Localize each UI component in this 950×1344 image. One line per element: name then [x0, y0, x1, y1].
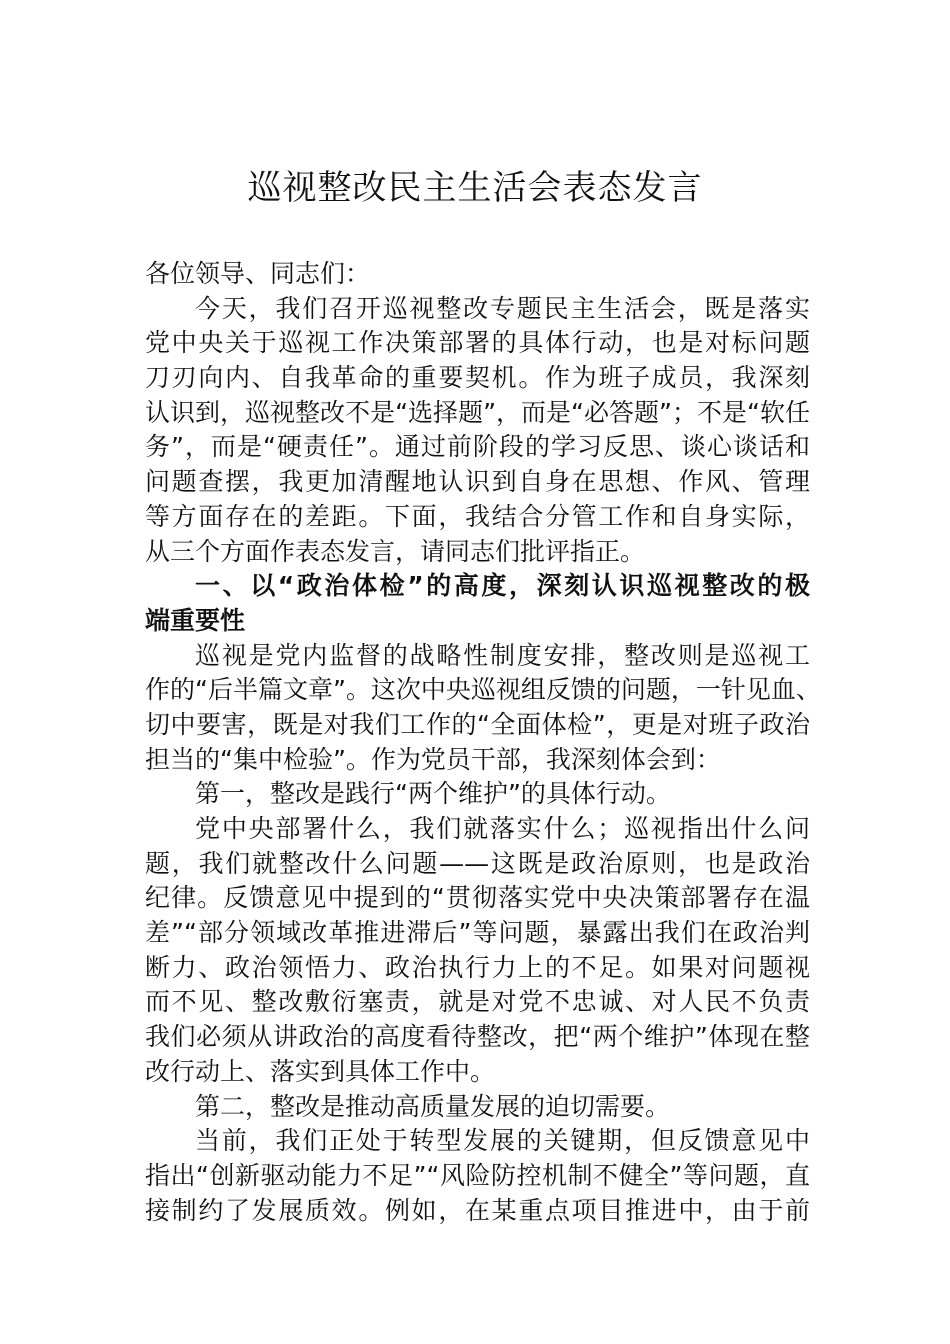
text-line: 切中要害，既是对我们工作的“全面体检”，更是对班子政治	[145, 709, 810, 739]
text-line: 今天，我们召开巡视整改专题民主生活会，既是落实	[195, 293, 810, 323]
text-line: 巡视是党内监督的战略性制度安排，整改则是巡视工	[195, 640, 810, 670]
text-line: 我们必须从讲政治的高度看待整改，把“两个维护”体现在整	[145, 1022, 810, 1052]
text-line: 而不见、整改敷衍塞责，就是对党不忠诚、对人民不负责	[145, 987, 810, 1017]
paragraph	[145, 1124, 810, 1228]
text-line: 第二，整改是推动高质量发展的迫切需要。	[195, 1091, 671, 1121]
text-line: 务”，而是“硬责任”。通过前阶段的学习反思、谈心谈话和	[145, 432, 810, 462]
document-body	[145, 257, 821, 1228]
section-heading	[145, 569, 810, 638]
text-line: 当前，我们正处于转型发展的关键期，但反馈意见中	[195, 1126, 810, 1156]
text-line: 党中央关于巡视工作决策部署的具体行动，也是对标问题	[145, 328, 810, 358]
paragraph	[145, 639, 821, 778]
text-line: 从三个方面作表态发言，请同志们批评指正。	[145, 536, 646, 566]
text-line: 接制约了发展质效。例如，在某重点项目推进中，由于前	[145, 1195, 810, 1225]
text-line: 第一，整改是践行“两个维护”的具体行动。	[195, 779, 671, 809]
text-line: 刀刃向内、自我革命的重要契机。作为班子成员，我深刻	[145, 363, 810, 393]
text-line: 指出“创新驱动能力不足”“风险防控机制不健全”等问题，直	[145, 1160, 810, 1190]
paragraph	[145, 1090, 810, 1125]
heading-line: 端重要性	[145, 605, 246, 635]
paragraph	[145, 812, 810, 1090]
text-line: 纪律。反馈意见中提到的“贯彻落实党中央决策部署存在温	[145, 883, 810, 913]
text-line: 认识到，巡视整改不是“选择题”，而是“必答题”；不是“软任	[145, 397, 810, 427]
text-line: 作的“后半篇文章”。这次中央巡视组反馈的问题，一针见血、	[145, 675, 821, 705]
text-line: 担当的“集中检验”。作为党员干部，我深刻体会到：	[145, 744, 721, 774]
text-line: 问题查摆，我更加清醒地认识到自身在思想、作风、管理	[145, 467, 810, 497]
text-line: 断力、政治领悟力、政治执行力上的不足。如果对问题视	[145, 952, 810, 982]
heading-line: 一、以“政治体检”的高度，深刻认识巡视整改的极	[195, 571, 810, 601]
text-line: 改行动上、落实到具体工作中。	[145, 1056, 496, 1086]
text-line: 党中央部署什么，我们就落实什么；巡视指出什么问	[195, 814, 810, 843]
paragraph	[145, 777, 810, 812]
text-line: 等方面存在的差距。下面，我结合分管工作和自身实际，	[145, 501, 810, 531]
paragraph	[145, 292, 810, 570]
salutation: 各位领导、同志们：	[145, 259, 371, 288]
document-title: 巡视整改民主生活会表态发言	[247, 168, 703, 208]
text-line: 题，我们就整改什么问题——这既是政治原则，也是政治	[145, 848, 810, 878]
text-line: 差”“部分领域改革推进滞后”等问题，暴露出我们在政治判	[145, 918, 810, 948]
